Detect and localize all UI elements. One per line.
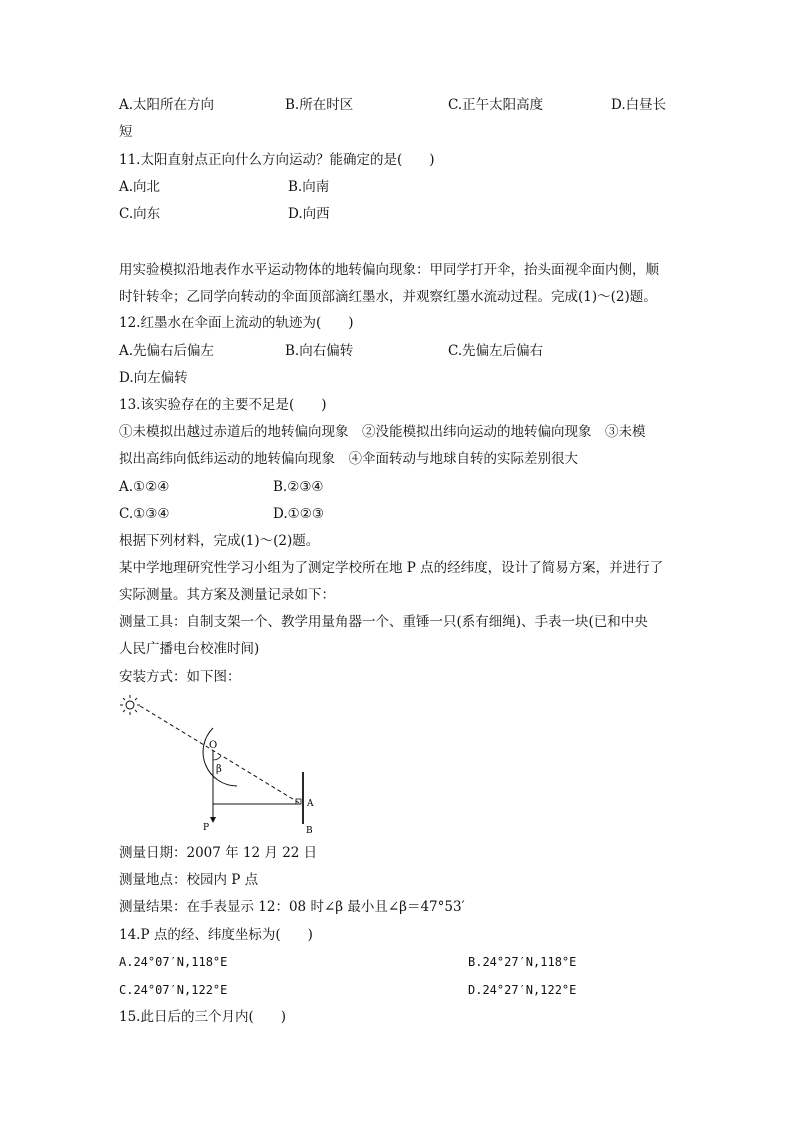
material2-line-3: 实际测量。其方案及测量记录如下： (119, 587, 335, 603)
label-o: O (209, 740, 218, 751)
q14-stem: 14.P 点的经、纬度坐标为( ) (119, 927, 313, 943)
q10-option-c: C.正午太阳高度 (448, 97, 544, 113)
q10-option-d: D.白昼长 (611, 97, 667, 113)
q14-option-a: A.24°07′N,118°E (119, 955, 228, 969)
q10-option-b: B.所在时区 (285, 97, 354, 113)
sun-ray-line (140, 706, 301, 804)
q10-option-d-wrap: 短 (119, 124, 133, 140)
q11-option-c: C.向东 (119, 206, 161, 222)
record-date: 测量日期：2007 年 12 月 22 日 (119, 845, 318, 861)
q14-option-b: B.24°27′N,118°E (468, 955, 577, 969)
label-p: P (203, 823, 210, 833)
sun-icon (120, 695, 140, 715)
beta-arc (213, 756, 221, 760)
label-beta: β (216, 764, 222, 775)
q14-option-c: C.24°07′N,122°E (119, 983, 228, 997)
q13-option-c: C.①③④ (119, 506, 170, 522)
record-location: 测量地点：校园内 P 点 (119, 872, 259, 888)
material2-line-4: 测量工具：自制支架一个、教学用量角器一个、重锤一只(系有细绳)、手表一块(已和中央 (119, 614, 648, 630)
q12-option-c: C.先偏左后偏右 (448, 343, 544, 359)
q13-option-a: A.①②④ (119, 479, 170, 495)
material2-line-6: 安装方式：如下图： (119, 669, 241, 685)
q12-stem: 12.红墨水在伞面上流动的轨迹为( ) (119, 315, 354, 331)
q10-option-a: A.太阳所在方向 (119, 97, 215, 113)
material2-line-2: 某中学地理研究性学习小组为了测定学校所在地 P 点的经纬度，设计了简易方案，并进行了 (119, 560, 664, 576)
q12-option-d: D.向左偏转 (119, 370, 188, 386)
plumb-arrow (210, 817, 216, 823)
q13-text-line-1: ①未模拟出越过赤道后的地转偏向现象 ②没能模拟出纬向运动的地转偏向现象 ③未模 (119, 424, 646, 440)
q11-stem: 11.太阳直射点正向什么方向运动？能确定的是( ) (119, 152, 435, 168)
q13-option-d: D.①②③ (273, 506, 324, 522)
q15-stem: 15.此日后的三个月内( ) (119, 1009, 287, 1025)
q14-option-d: D.24°27′N,122°E (468, 983, 577, 997)
q11-option-a: A.向北 (119, 179, 161, 195)
q11-option-d: D.向西 (288, 206, 330, 222)
installation-diagram (115, 692, 325, 837)
q13-stem: 13.该实验存在的主要不足是( ) (119, 397, 327, 413)
q11-option-b: B.向南 (288, 179, 330, 195)
label-a: A (307, 799, 314, 809)
material1-line-2: 时针转伞；乙同学向转动的伞面顶部滴红墨水，并观察红墨水流动过程。完成(1)～(2)题。 (119, 289, 657, 305)
record-result: 测量结果：在手表显示 12：08 时∠β 最小且∠β＝47°53′ (119, 899, 465, 915)
label-b: B (306, 826, 313, 836)
q12-option-a: A.先偏右后偏左 (119, 343, 215, 359)
material1-line-1: 用实验模拟沿地表作水平运动物体的地转偏向现象：甲同学打开伞，抬头面视伞面内侧，顺 (119, 262, 659, 278)
q13-option-b: B.②③④ (273, 479, 324, 495)
material2-line-1: 根据下列材料，完成(1)～(2)题。 (119, 533, 320, 549)
q12-option-b: B.向右偏转 (285, 343, 354, 359)
q13-text-line-2: 拟出高纬向低纬运动的地转偏向现象 ④伞面转动与地球自转的实际差别很大 (119, 451, 578, 467)
material2-line-5: 人民广播电台校准时间) (119, 641, 260, 657)
